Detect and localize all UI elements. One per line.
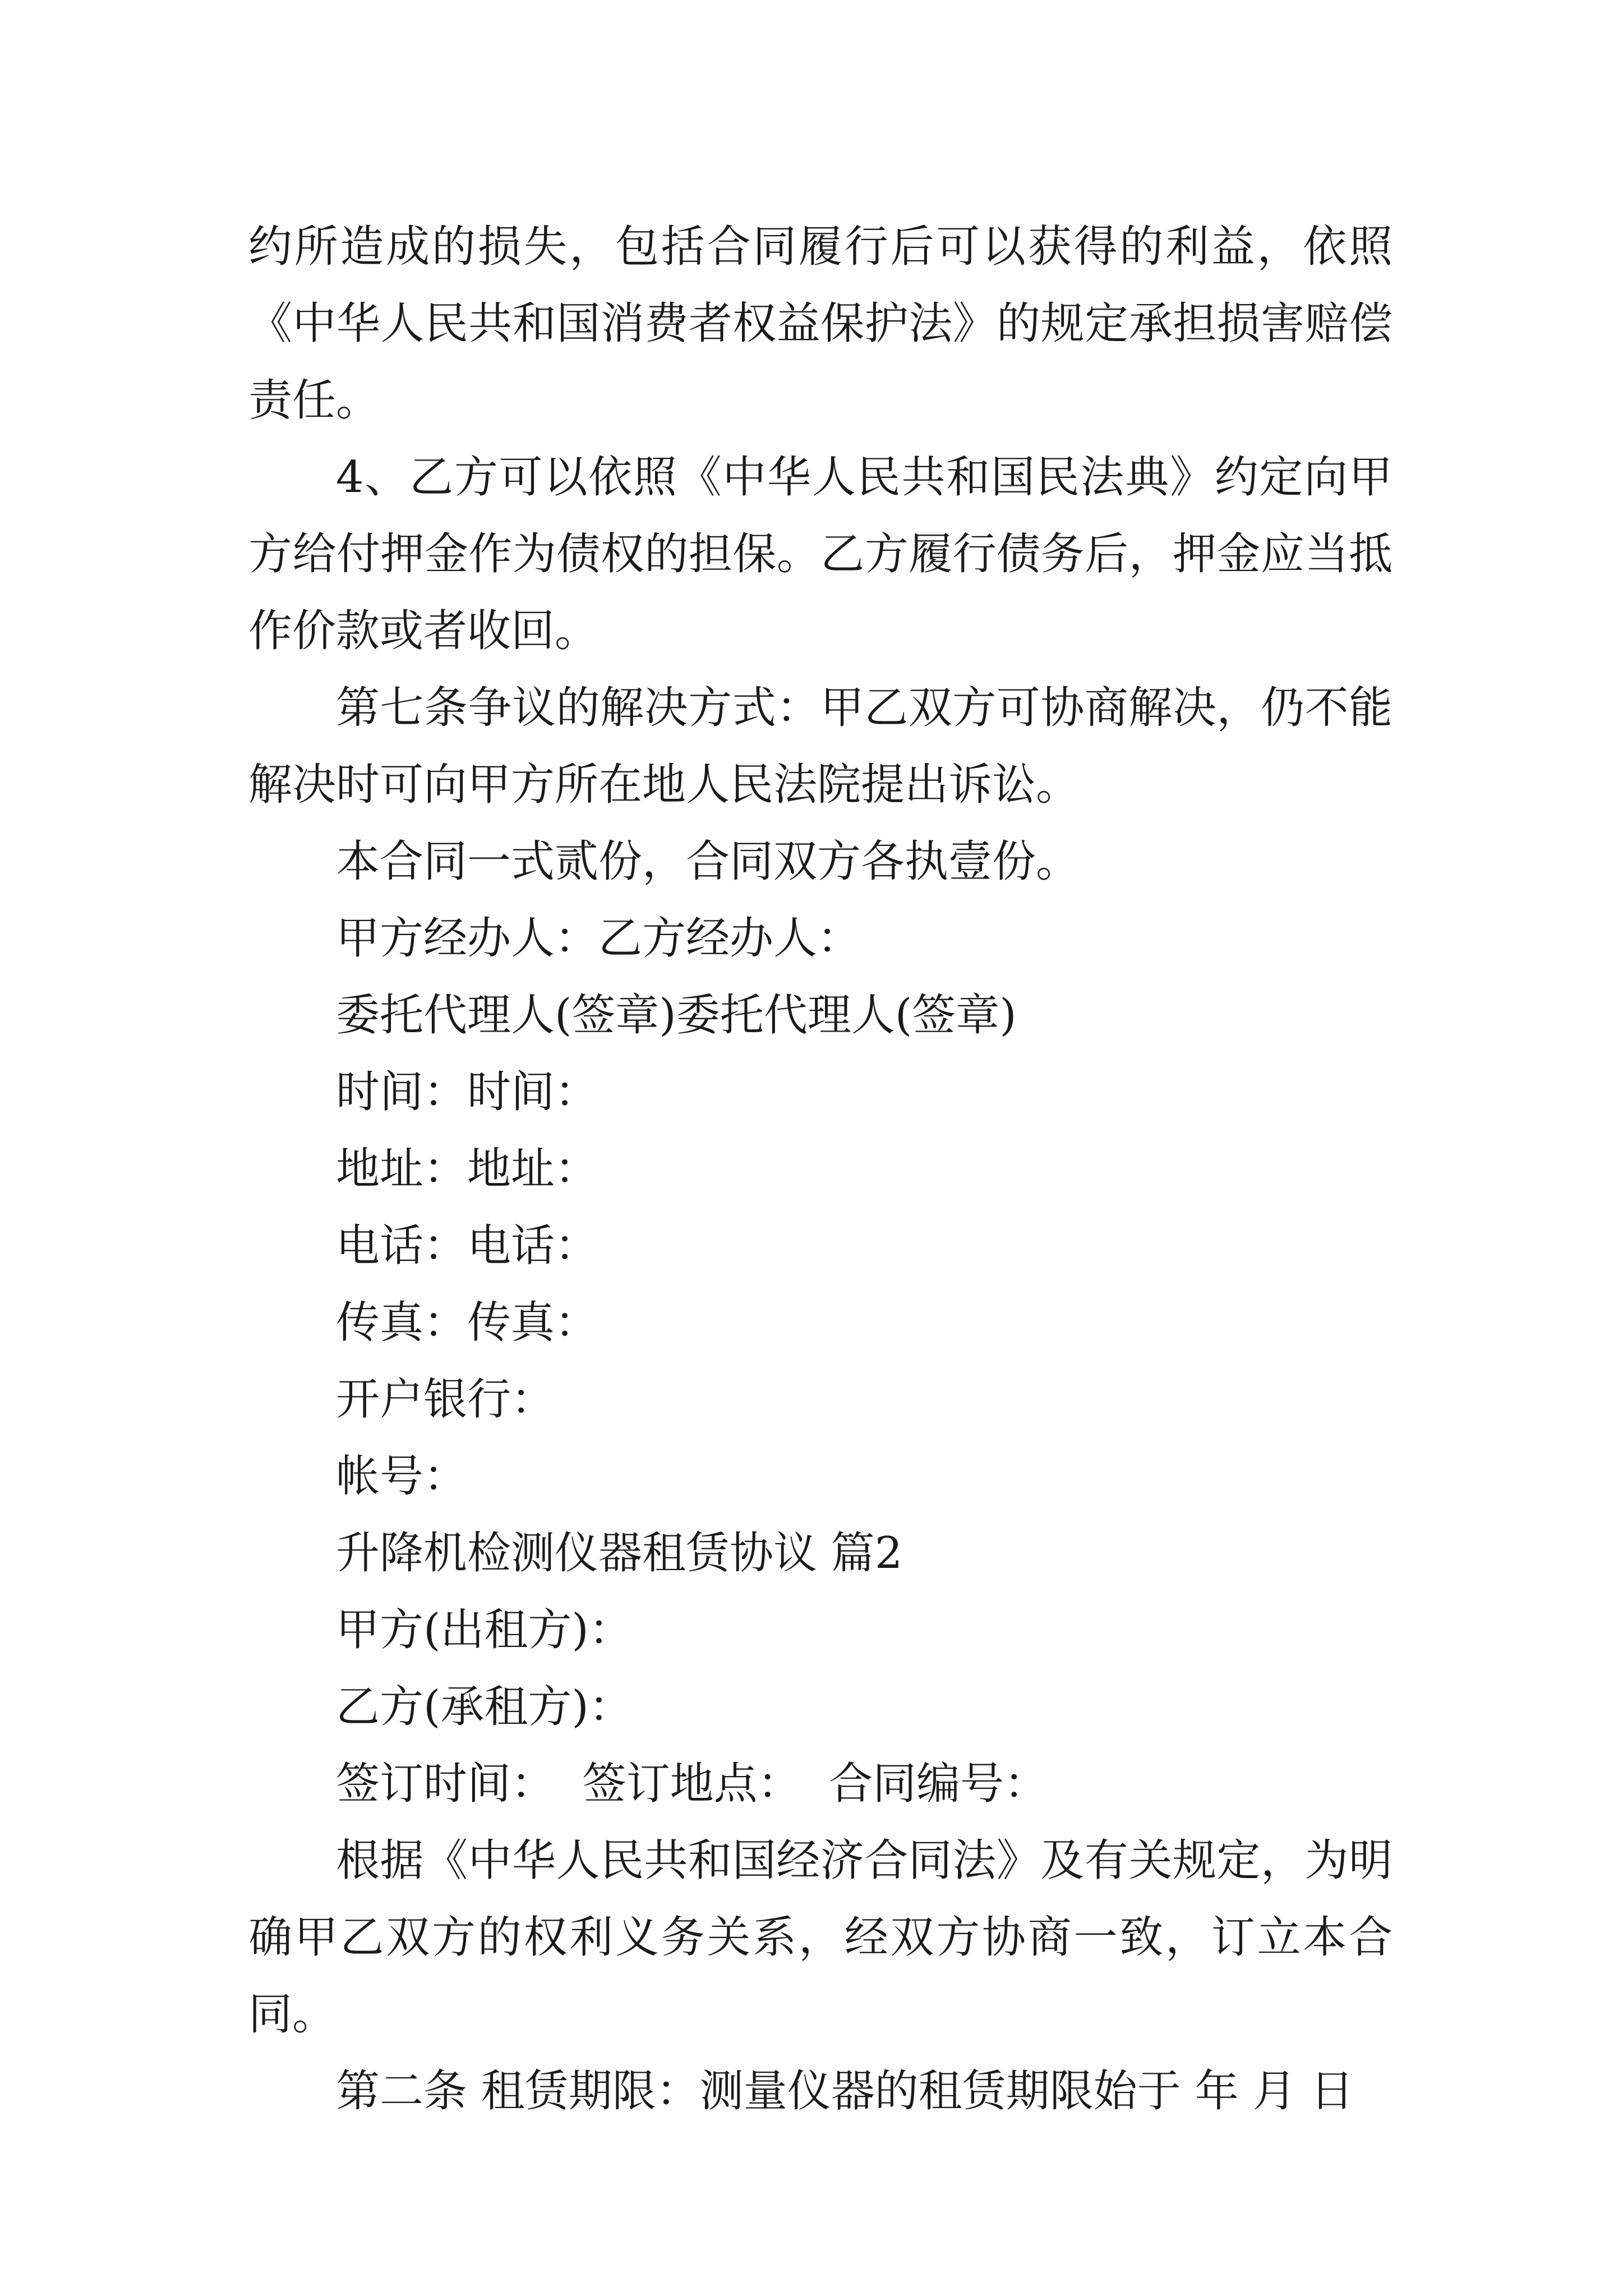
document-body (248, 209, 1393, 2130)
signature-bank: 开户银行： (336, 1374, 555, 1425)
signature-fax: 传真：传真： (336, 1297, 599, 1348)
paragraph-lease-term: 第二条 租赁期限：测量仪器的租赁期限始于 年 月 日 (336, 2066, 1354, 2116)
paragraph-copies: 本合同一式贰份，合同双方各执壹份。 (336, 836, 1080, 887)
party-a-lessor: 甲方(出租方)： (336, 1605, 633, 1655)
section-title: 升降机检测仪器租赁协议 篇2 (336, 1528, 903, 1579)
signature-handler: 甲方经办人：乙方经办人： (336, 913, 861, 964)
signing-info: 签订时间： 签订地点： 合同编号： (336, 1759, 1048, 1809)
paragraph-basis: 根据《中华人民共和国经济合同法》及有关规定，为明确甲乙双方的权利义务关系，经双方协商一致，订立本合同。 (248, 1835, 1393, 2040)
signature-time: 时间：时间： (336, 1067, 599, 1117)
paragraph-dispute-resolution: 第七条争议的解决方式：甲乙双方可协商解决，仍不能解决时可向甲方所在地人民法院提出诉讼。 (248, 683, 1393, 810)
signature-phone: 电话：电话： (336, 1221, 599, 1271)
signature-address: 地址：地址： (336, 1144, 599, 1194)
paragraph-damages: 约所造成的损失，包括合同履行后可以获得的利益，依照《中华人民共和国消费者权益保护法》的规定承担损害赔偿责任。 (248, 222, 1393, 426)
party-b-lessee: 乙方(承租方)： (336, 1682, 633, 1732)
signature-account: 帐号： (336, 1451, 468, 1502)
paragraph-deposit: 4、乙方可以依照《中华人民共和国民法典》约定向甲方给付押金作为债权的担保。乙方履行债务后，押金应当抵作价款或者收回。 (248, 452, 1393, 656)
signature-agent: 委托代理人(签章)委托代理人(签章) (336, 990, 1017, 1041)
